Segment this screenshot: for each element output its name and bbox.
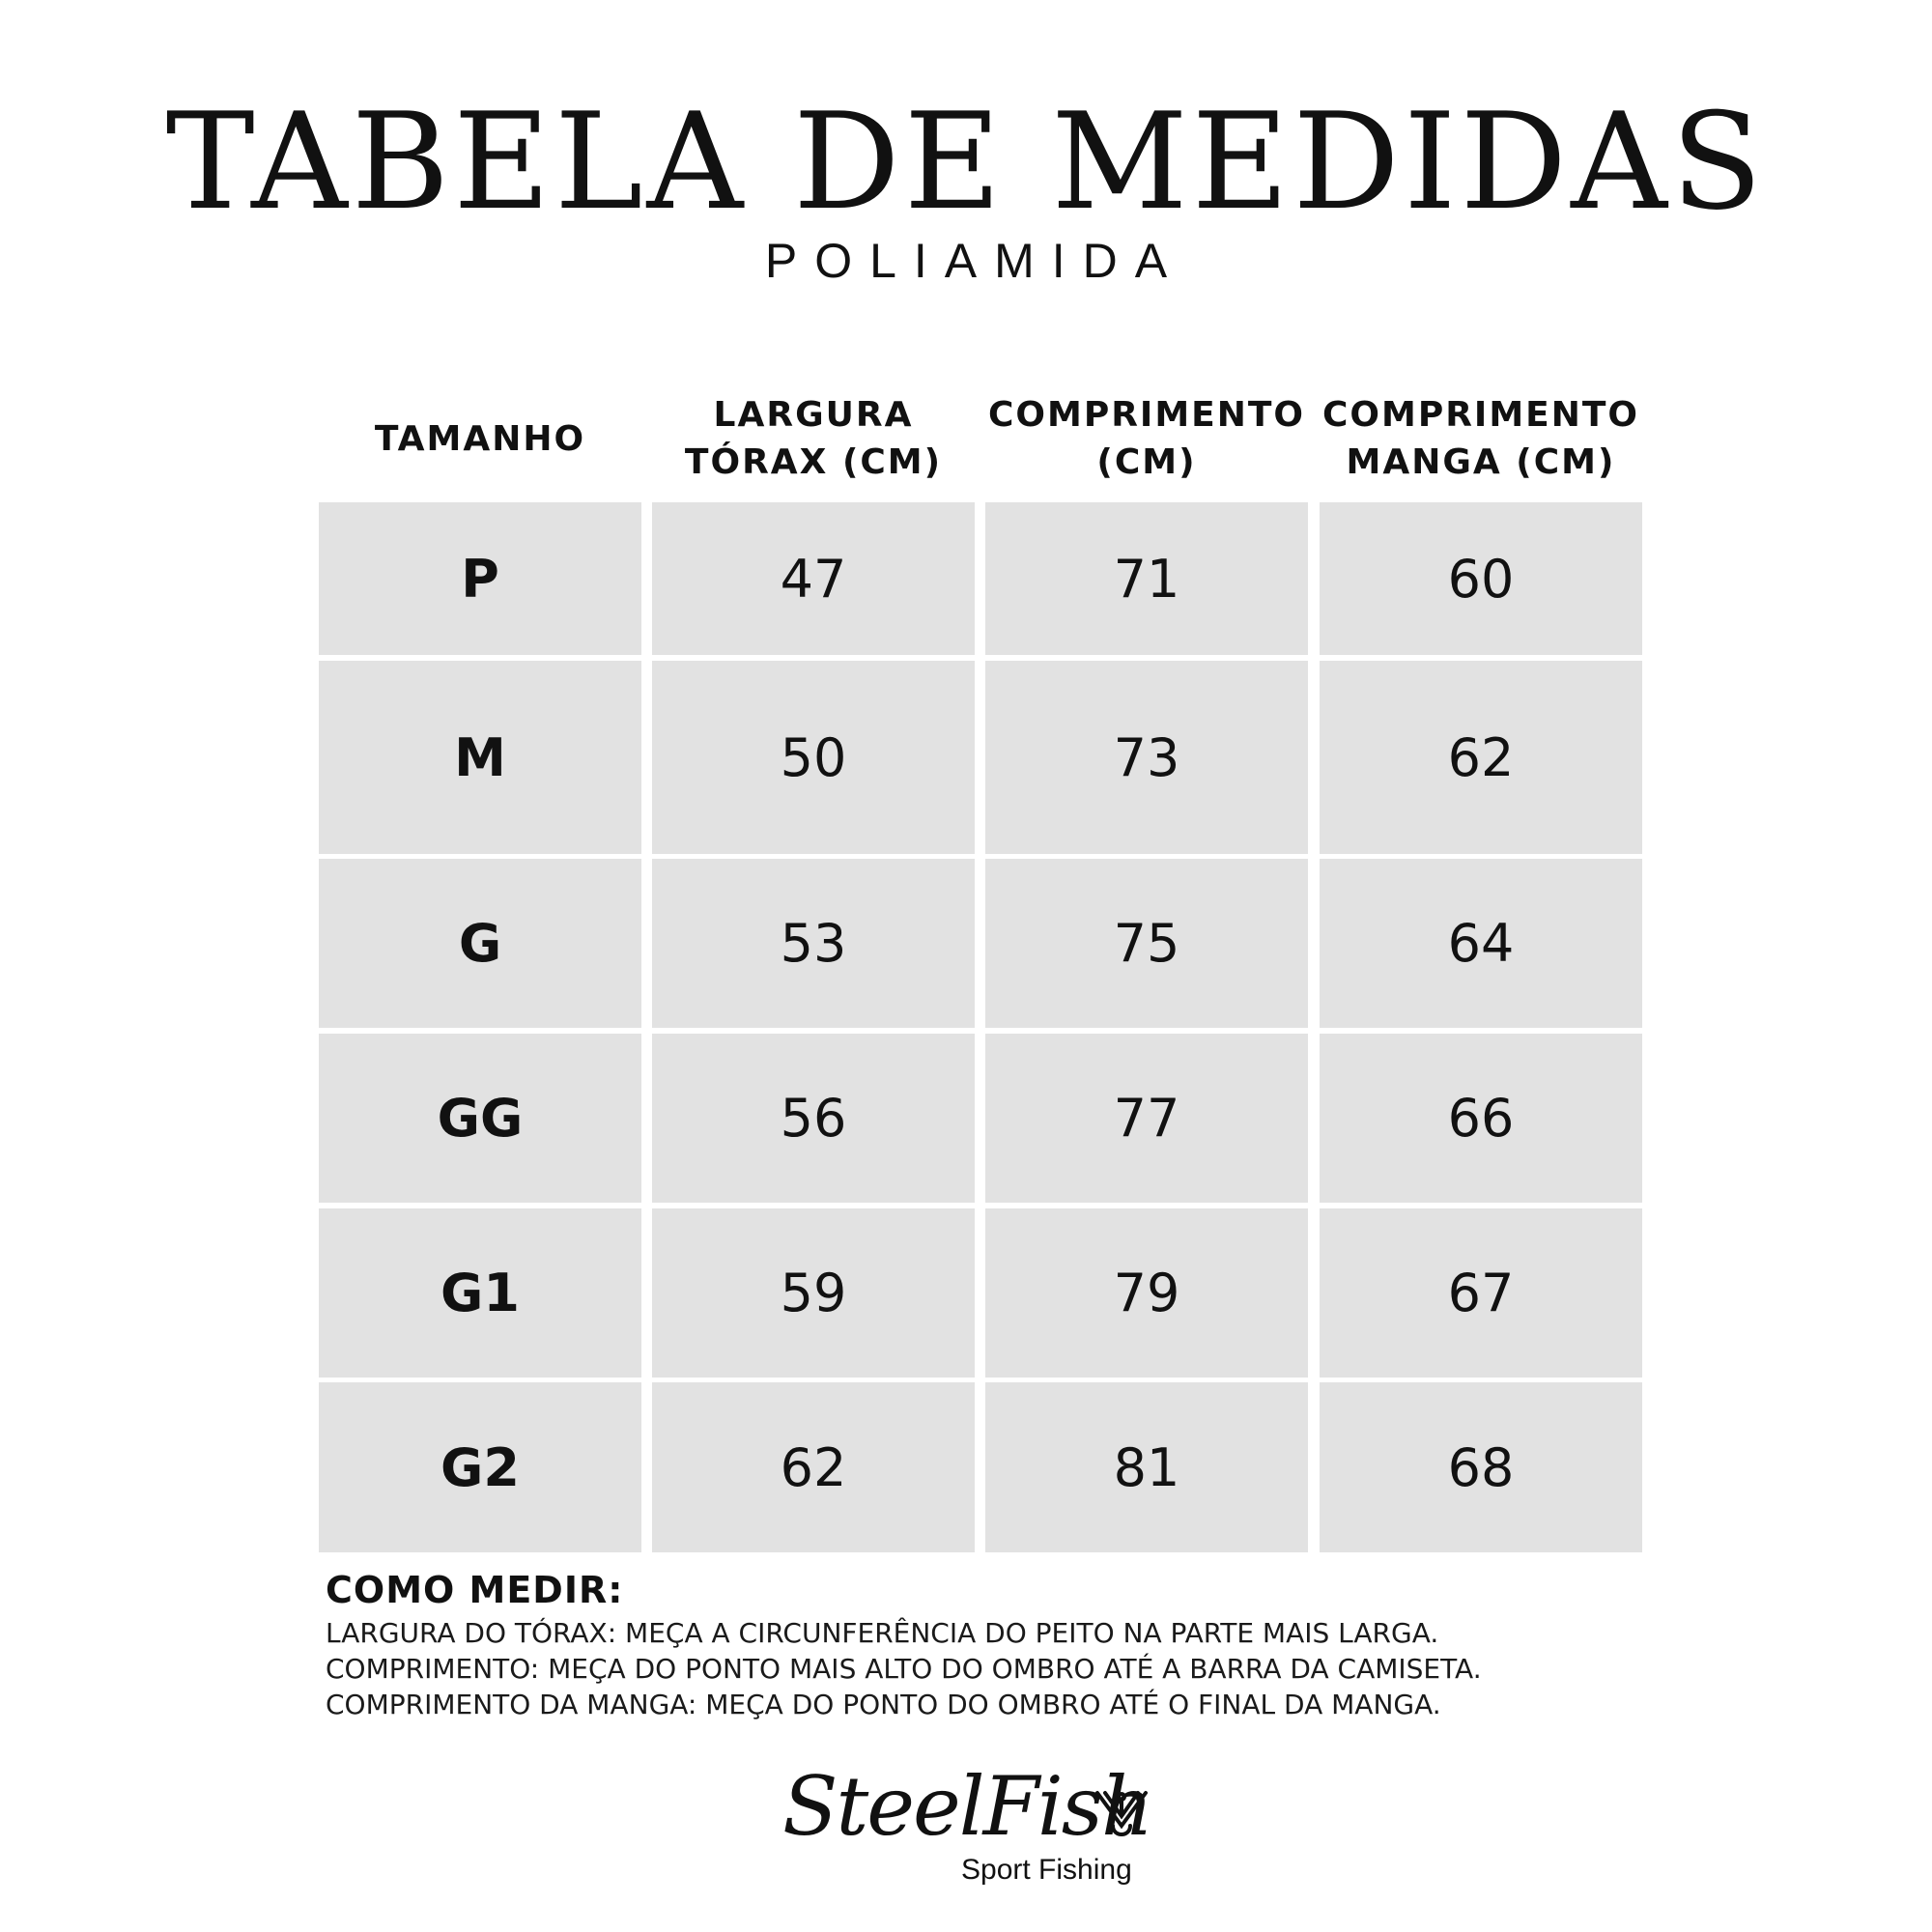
table-cell-torax: 59 [652,1208,975,1378]
table-row-size: GG [319,1034,641,1203]
header-largura-torax: LARGURA TÓRAX (CM) [684,395,943,482]
brand-logo [782,1758,1169,1903]
table-cell-torax: 50 [652,661,975,854]
how-to-measure-title: COMO MEDIR: [326,1569,624,1611]
table-cell-torax: 56 [652,1034,975,1203]
table-cell-comprimento: 71 [985,502,1308,655]
table-cell-manga: 68 [1320,1382,1642,1552]
header-tamanho: TAMANHO [374,418,586,459]
page-subtitle: POLIAMIDA [764,234,1185,288]
table-cell-manga: 67 [1320,1208,1642,1378]
table-row-size: M [319,661,641,854]
table-cell-comprimento: 75 [985,859,1308,1028]
how-to-measure-line: COMPRIMENTO DA MANGA: MEÇA DO PONTO DO OMBRO ATÉ O FINAL DA MANGA. [326,1689,1441,1720]
header-comprimento: COMPRIMENTO (CM) [987,395,1306,482]
table-cell-comprimento: 81 [985,1382,1308,1552]
table-cell-manga: 60 [1320,502,1642,655]
how-to-measure-line: COMPRIMENTO: MEÇA DO PONTO MAIS ALTO DO OMBRO ATÉ A BARRA DA CAMISETA. [326,1653,1482,1685]
table-header [319,384,1642,493]
table-row-size: P [319,502,641,655]
header-comprimento-manga: COMPRIMENTO MANGA (CM) [1321,395,1640,482]
table-row-size: G [319,859,641,1028]
brand-logo-tagline: Sport Fishing [961,1854,1132,1886]
table-cell-comprimento: 79 [985,1208,1308,1378]
page-title: TABELA DE MEDIDAS [165,84,1767,240]
table-cell-torax: 53 [652,859,975,1028]
table-cell-manga: 62 [1320,661,1642,854]
table-cell-manga: 66 [1320,1034,1642,1203]
table-cell-manga: 64 [1320,859,1642,1028]
table-cell-torax: 62 [652,1382,975,1552]
how-to-measure-line: LARGURA DO TÓRAX: MEÇA A CIRCUNFERÊNCIA DO PEITO NA PARTE MAIS LARGA. [326,1617,1439,1649]
table-cell-comprimento: 77 [985,1034,1308,1203]
table-cell-torax: 47 [652,502,975,655]
crossed-hooks-icon [1092,1787,1151,1841]
size-table [319,502,1642,1555]
table-row-size: G1 [319,1208,641,1378]
brand-logo-wordmark: SteelFish [782,1759,1151,1854]
table-cell-comprimento: 73 [985,661,1308,854]
table-row-size: G2 [319,1382,641,1552]
how-to-measure [326,1565,1678,1722]
